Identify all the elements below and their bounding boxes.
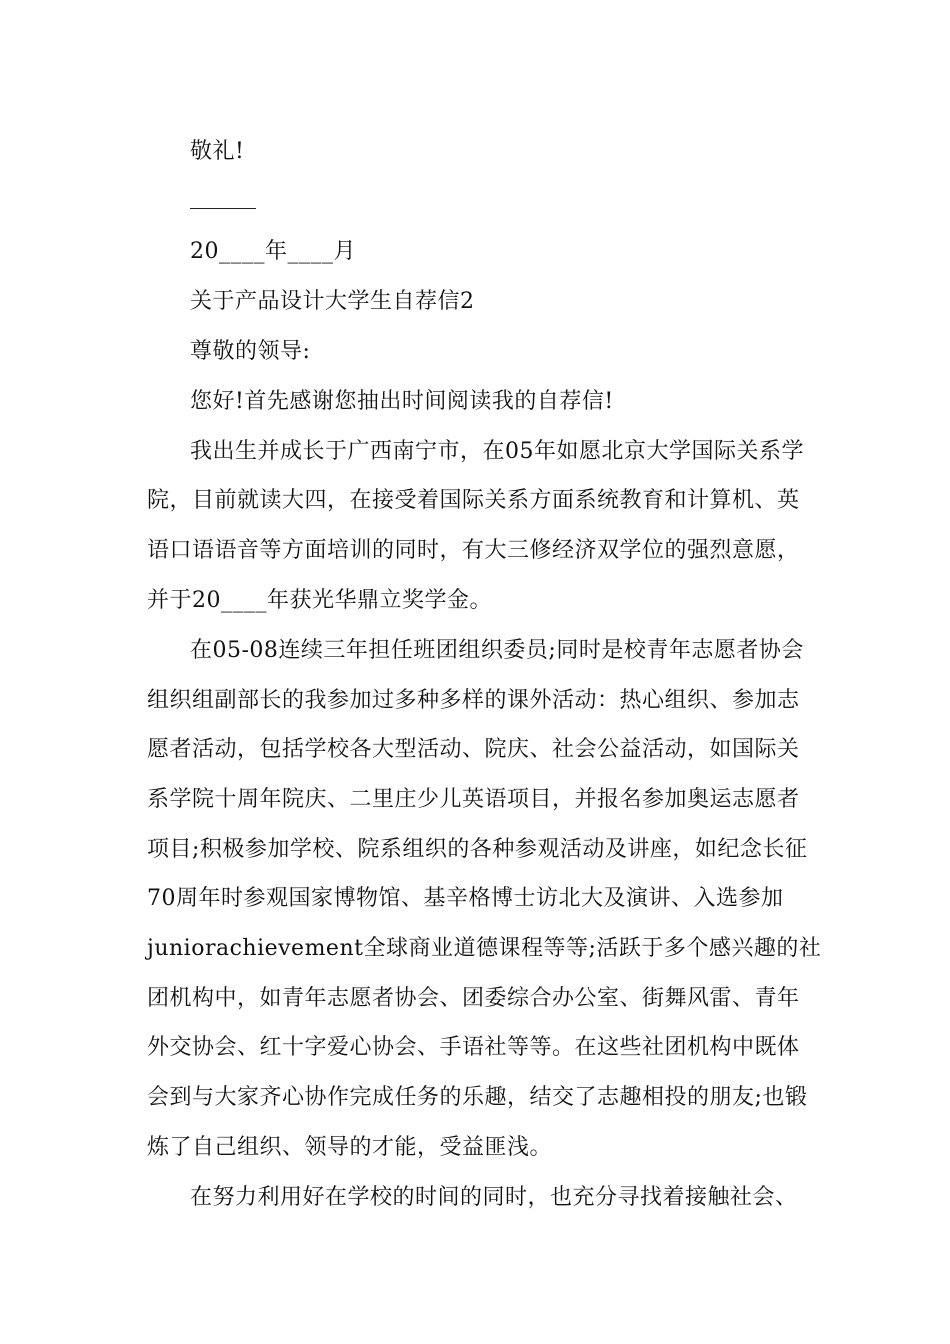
paragraph-1-line-3: 语口语语音等方面培训的同时，有大三修经济双学位的强烈意愿，	[147, 538, 800, 563]
paragraph-1-line-2: 院，目前就读大四，在接受着国际关系方面系统教育和计算机、英	[147, 488, 800, 513]
paragraph-2-line-5: 项目;积极参加学校、院系组织的各种参观活动及讲座，如纪念长征	[147, 837, 808, 862]
paragraph-2-line-10: 会到与大家齐心协作完成任务的乐趣，结交了志趣相投的朋友;也锻	[147, 1085, 808, 1110]
salutation: 尊敬的领导:	[190, 339, 311, 364]
paragraph-2-line-2: 组织组副部长的我参加过多种多样的课外活动：热心组织、参加志	[147, 688, 800, 713]
paragraph-2-line-4: 系学院十周年院庆、二里庄少儿英语项目，并报名参加奥运志愿者	[147, 787, 800, 812]
greeting: 您好!首先感谢您抽出时间阅读我的自荐信!	[190, 389, 614, 414]
letter-title: 关于产品设计大学生自荐信2	[190, 289, 475, 314]
signature-blank-line	[190, 208, 256, 209]
paragraph-2-line-3: 愿者活动，包括学校各大型活动、院庆、社会公益活动，如国际关	[147, 737, 800, 762]
paragraph-2-line-8: 团机构中，如青年志愿者协会、团委综合办公室、街舞风雷、青年	[147, 986, 800, 1011]
paragraph-1-line-4: 并于20____年获光华鼎立奖学金。	[147, 588, 492, 613]
paragraph-2-line-1: 在05-08连续三年担任班团组织委员;同时是校青年志愿者协会	[190, 638, 804, 663]
paragraph-1-line-1: 我出生并成长于广西南宁市，在05年如愿北京大学国际关系学	[190, 439, 804, 464]
paragraph-3-line-1: 在努力利用好在学校的时间的同时，也充分寻找着接触社会、	[190, 1185, 798, 1210]
closing-text: 敬礼!	[190, 139, 245, 164]
paragraph-2-line-6: 70周年时参观国家博物馆、基辛格博士访北大及演讲、入选参加	[147, 886, 784, 911]
paragraph-2-line-11: 炼了自己组织、领导的才能，受益匪浅。	[147, 1135, 553, 1160]
date-line: 20____年____月	[190, 239, 356, 264]
paragraph-2-line-7: juniorachievement全球商业道德课程等等;活跃于多个感兴趣的社	[147, 936, 822, 961]
paragraph-2-line-9: 外交协会、红十字爱心协会、手语社等等。在这些社团机构中既体	[147, 1035, 800, 1060]
